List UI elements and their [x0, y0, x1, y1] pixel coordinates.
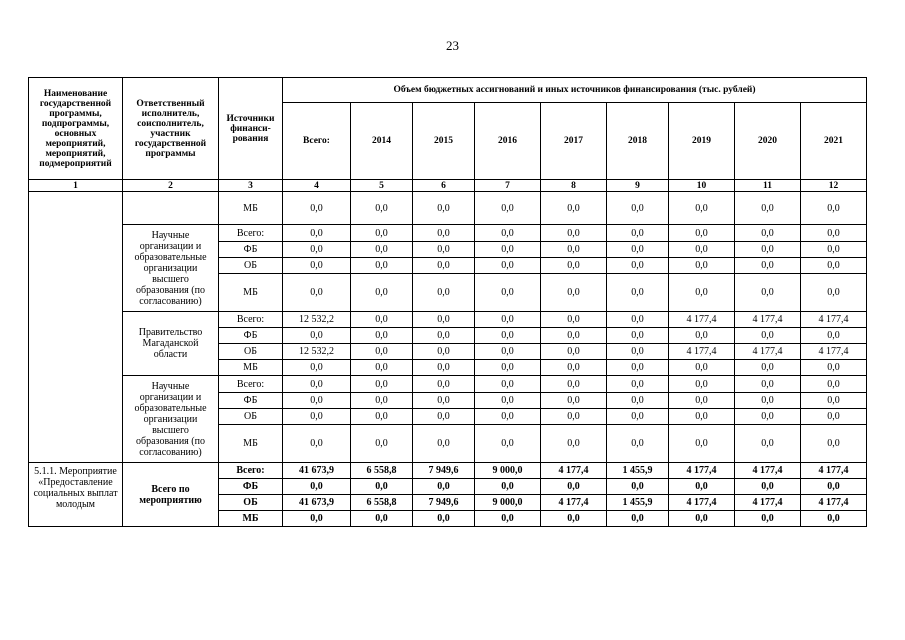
value-cell: 0,0 — [351, 328, 413, 344]
value-cell: 7 949,6 — [413, 495, 475, 511]
value-cell: 0,0 — [669, 192, 735, 225]
value-cell: 0,0 — [669, 511, 735, 527]
value-cell: 0,0 — [801, 409, 867, 425]
value-cell: 0,0 — [607, 479, 669, 495]
header-responsible: Ответственный исполнитель, соисполнитель, участник государственной программы — [123, 78, 219, 180]
value-cell: 9 000,0 — [475, 495, 541, 511]
value-cell: 0,0 — [801, 274, 867, 312]
value-cell: 4 177,4 — [801, 344, 867, 360]
value-cell: 0,0 — [413, 192, 475, 225]
value-cell: 0,0 — [541, 258, 607, 274]
value-cell: 0,0 — [283, 479, 351, 495]
value-cell: 0,0 — [413, 393, 475, 409]
value-cell: 4 177,4 — [669, 495, 735, 511]
value-cell: 0,0 — [413, 312, 475, 328]
value-cell: 0,0 — [413, 376, 475, 393]
value-cell: 4 177,4 — [801, 312, 867, 328]
header-name: Наименование государственной программы, подпрограммы, основных мероприятий, мероприятий, подмероприятий — [29, 78, 123, 180]
column-number: 3 — [219, 180, 283, 192]
source-cell: МБ — [219, 360, 283, 376]
value-cell: 0,0 — [801, 328, 867, 344]
value-cell: 0,0 — [413, 511, 475, 527]
value-cell: 41 673,9 — [283, 463, 351, 479]
value-cell: 0,0 — [351, 425, 413, 463]
budget-table — [28, 77, 867, 527]
value-cell: 0,0 — [669, 409, 735, 425]
value-cell: 0,0 — [283, 328, 351, 344]
value-cell: 0,0 — [283, 409, 351, 425]
value-cell: 0,0 — [607, 344, 669, 360]
table-row — [29, 312, 867, 328]
value-cell: 4 177,4 — [541, 463, 607, 479]
value-cell: 0,0 — [801, 360, 867, 376]
value-cell: 0,0 — [541, 393, 607, 409]
value-cell: 0,0 — [283, 225, 351, 242]
column-number: 12 — [801, 180, 867, 192]
value-cell: 0,0 — [475, 425, 541, 463]
source-cell: Всего: — [219, 376, 283, 393]
value-cell: 0,0 — [475, 360, 541, 376]
value-cell: 0,0 — [607, 312, 669, 328]
value-cell: 0,0 — [607, 393, 669, 409]
value-cell: 12 532,2 — [283, 312, 351, 328]
value-cell: 0,0 — [607, 409, 669, 425]
value-cell: 0,0 — [475, 225, 541, 242]
source-cell: ФБ — [219, 393, 283, 409]
value-cell: 6 558,8 — [351, 463, 413, 479]
value-cell: 0,0 — [283, 376, 351, 393]
value-cell: 0,0 — [669, 258, 735, 274]
value-cell: 0,0 — [735, 225, 801, 242]
source-cell: ФБ — [219, 328, 283, 344]
value-cell: 0,0 — [475, 511, 541, 527]
header-year: 2021 — [801, 103, 867, 180]
value-cell: 0,0 — [413, 360, 475, 376]
value-cell: 0,0 — [735, 258, 801, 274]
table-row — [29, 192, 867, 225]
value-cell: 0,0 — [413, 328, 475, 344]
header-volume: Объем бюджетных ассигнований и иных источников финансирования (тыс. рублей) — [283, 78, 867, 103]
value-cell: 0,0 — [351, 258, 413, 274]
value-cell: 0,0 — [607, 274, 669, 312]
value-cell: 0,0 — [541, 409, 607, 425]
value-cell: 0,0 — [283, 393, 351, 409]
value-cell: 0,0 — [801, 258, 867, 274]
source-cell: МБ — [219, 274, 283, 312]
value-cell: 0,0 — [283, 425, 351, 463]
column-numbers-row — [29, 180, 867, 192]
header-year: 2019 — [669, 103, 735, 180]
value-cell: 0,0 — [801, 479, 867, 495]
value-cell: 0,0 — [475, 393, 541, 409]
header-year: 2017 — [541, 103, 607, 180]
value-cell: 0,0 — [351, 511, 413, 527]
value-cell: 4 177,4 — [801, 463, 867, 479]
value-cell: 0,0 — [283, 360, 351, 376]
value-cell: 0,0 — [735, 274, 801, 312]
value-cell: 0,0 — [669, 328, 735, 344]
header-year: 2015 — [413, 103, 475, 180]
value-cell: 0,0 — [541, 328, 607, 344]
responsible-cell: Правительство Магаданской области — [123, 312, 219, 376]
value-cell: 0,0 — [541, 479, 607, 495]
value-cell: 0,0 — [351, 192, 413, 225]
value-cell: 1 455,9 — [607, 495, 669, 511]
value-cell: 4 177,4 — [735, 495, 801, 511]
column-number: 10 — [669, 180, 735, 192]
value-cell: 0,0 — [801, 393, 867, 409]
value-cell: 4 177,4 — [735, 463, 801, 479]
value-cell: 0,0 — [801, 376, 867, 393]
value-cell: 0,0 — [413, 425, 475, 463]
source-cell: МБ — [219, 425, 283, 463]
value-cell: 0,0 — [541, 225, 607, 242]
value-cell: 0,0 — [607, 242, 669, 258]
value-cell: 0,0 — [801, 192, 867, 225]
value-cell: 0,0 — [475, 192, 541, 225]
measure-row — [29, 463, 867, 479]
value-cell: 4 177,4 — [669, 344, 735, 360]
source-cell: ОБ — [219, 344, 283, 360]
value-cell: 0,0 — [541, 192, 607, 225]
value-cell: 0,0 — [607, 511, 669, 527]
measure-responsible: Всего по мероприятию — [123, 463, 219, 527]
responsible-cell: Научные организации и образовательные организации высшего образования (по согласованию) — [123, 376, 219, 463]
value-cell: 0,0 — [351, 242, 413, 258]
value-cell: 0,0 — [607, 225, 669, 242]
value-cell: 0,0 — [541, 242, 607, 258]
header-year: 2018 — [607, 103, 669, 180]
value-cell: 6 558,8 — [351, 495, 413, 511]
value-cell: 0,0 — [541, 312, 607, 328]
header-year: Всего: — [283, 103, 351, 180]
table-row — [29, 225, 867, 242]
value-cell: 0,0 — [735, 393, 801, 409]
value-cell: 0,0 — [801, 225, 867, 242]
column-number: 9 — [607, 180, 669, 192]
value-cell: 0,0 — [475, 344, 541, 360]
source-cell: ОБ — [219, 495, 283, 511]
source-cell: ФБ — [219, 242, 283, 258]
header-year: 2014 — [351, 103, 413, 180]
value-cell: 0,0 — [283, 192, 351, 225]
column-number: 1 — [29, 180, 123, 192]
value-cell: 0,0 — [283, 511, 351, 527]
value-cell: 0,0 — [541, 344, 607, 360]
value-cell: 0,0 — [669, 225, 735, 242]
value-cell: 41 673,9 — [283, 495, 351, 511]
value-cell: 0,0 — [413, 344, 475, 360]
table-header — [29, 78, 867, 192]
value-cell: 0,0 — [607, 258, 669, 274]
column-number: 11 — [735, 180, 801, 192]
value-cell: 1 455,9 — [607, 463, 669, 479]
value-cell: 0,0 — [475, 312, 541, 328]
value-cell: 0,0 — [475, 376, 541, 393]
source-cell: Всего: — [219, 312, 283, 328]
value-cell: 0,0 — [669, 425, 735, 463]
name-cell-empty — [29, 192, 123, 463]
value-cell: 7 949,6 — [413, 463, 475, 479]
value-cell: 0,0 — [669, 242, 735, 258]
value-cell: 0,0 — [413, 274, 475, 312]
value-cell: 0,0 — [669, 393, 735, 409]
value-cell: 0,0 — [735, 511, 801, 527]
value-cell: 0,0 — [351, 360, 413, 376]
column-number: 8 — [541, 180, 607, 192]
value-cell: 0,0 — [475, 242, 541, 258]
source-cell: ОБ — [219, 258, 283, 274]
value-cell: 0,0 — [607, 425, 669, 463]
table-body — [29, 192, 867, 527]
column-number: 2 — [123, 180, 219, 192]
value-cell: 0,0 — [735, 192, 801, 225]
value-cell: 12 532,2 — [283, 344, 351, 360]
value-cell: 0,0 — [283, 258, 351, 274]
value-cell: 0,0 — [669, 376, 735, 393]
value-cell: 9 000,0 — [475, 463, 541, 479]
value-cell: 0,0 — [541, 360, 607, 376]
source-cell: МБ — [219, 192, 283, 225]
value-cell: 0,0 — [735, 242, 801, 258]
source-cell: Всего: — [219, 225, 283, 242]
value-cell: 0,0 — [735, 425, 801, 463]
value-cell: 4 177,4 — [541, 495, 607, 511]
value-cell: 0,0 — [351, 225, 413, 242]
value-cell: 0,0 — [283, 242, 351, 258]
header-sources: Источники финанси-рования — [219, 78, 283, 180]
value-cell: 0,0 — [413, 409, 475, 425]
value-cell: 0,0 — [607, 328, 669, 344]
value-cell: 0,0 — [283, 274, 351, 312]
value-cell: 0,0 — [475, 479, 541, 495]
value-cell: 4 177,4 — [735, 344, 801, 360]
value-cell: 0,0 — [735, 328, 801, 344]
responsible-cell — [123, 192, 219, 225]
source-cell: Всего: — [219, 463, 283, 479]
header-year: 2016 — [475, 103, 541, 180]
column-number: 5 — [351, 180, 413, 192]
header-year: 2020 — [735, 103, 801, 180]
value-cell: 4 177,4 — [669, 463, 735, 479]
source-cell: ФБ — [219, 479, 283, 495]
value-cell: 0,0 — [669, 360, 735, 376]
value-cell: 0,0 — [475, 258, 541, 274]
value-cell: 0,0 — [801, 511, 867, 527]
value-cell: 4 177,4 — [801, 495, 867, 511]
value-cell: 0,0 — [735, 376, 801, 393]
column-number: 6 — [413, 180, 475, 192]
value-cell: 0,0 — [413, 225, 475, 242]
value-cell: 0,0 — [351, 344, 413, 360]
column-number: 4 — [283, 180, 351, 192]
measure-name: 5.1.1. Мероприятие «Предоставление социальных выплат молодым — [29, 463, 123, 527]
value-cell: 4 177,4 — [669, 312, 735, 328]
value-cell: 0,0 — [669, 479, 735, 495]
value-cell: 0,0 — [801, 242, 867, 258]
value-cell: 0,0 — [541, 425, 607, 463]
value-cell: 0,0 — [413, 479, 475, 495]
value-cell: 0,0 — [735, 360, 801, 376]
value-cell: 0,0 — [607, 192, 669, 225]
value-cell: 0,0 — [735, 409, 801, 425]
value-cell: 0,0 — [541, 511, 607, 527]
table-row — [29, 376, 867, 393]
value-cell: 0,0 — [351, 312, 413, 328]
value-cell: 0,0 — [475, 274, 541, 312]
value-cell: 0,0 — [541, 376, 607, 393]
source-cell: ОБ — [219, 409, 283, 425]
value-cell: 0,0 — [541, 274, 607, 312]
column-number: 7 — [475, 180, 541, 192]
value-cell: 0,0 — [413, 242, 475, 258]
value-cell: 0,0 — [607, 376, 669, 393]
value-cell: 0,0 — [475, 409, 541, 425]
value-cell: 0,0 — [351, 274, 413, 312]
value-cell: 0,0 — [413, 258, 475, 274]
value-cell: 0,0 — [351, 393, 413, 409]
source-cell: МБ — [219, 511, 283, 527]
value-cell: 0,0 — [351, 376, 413, 393]
value-cell: 0,0 — [351, 479, 413, 495]
responsible-cell: Научные организации и образовательные организации высшего образования (по согласованию) — [123, 225, 219, 312]
value-cell: 0,0 — [351, 409, 413, 425]
value-cell: 0,0 — [801, 425, 867, 463]
value-cell: 0,0 — [607, 360, 669, 376]
value-cell: 0,0 — [669, 274, 735, 312]
value-cell: 4 177,4 — [735, 312, 801, 328]
value-cell: 0,0 — [475, 328, 541, 344]
value-cell: 0,0 — [735, 479, 801, 495]
page-number: 23 — [446, 38, 459, 53]
